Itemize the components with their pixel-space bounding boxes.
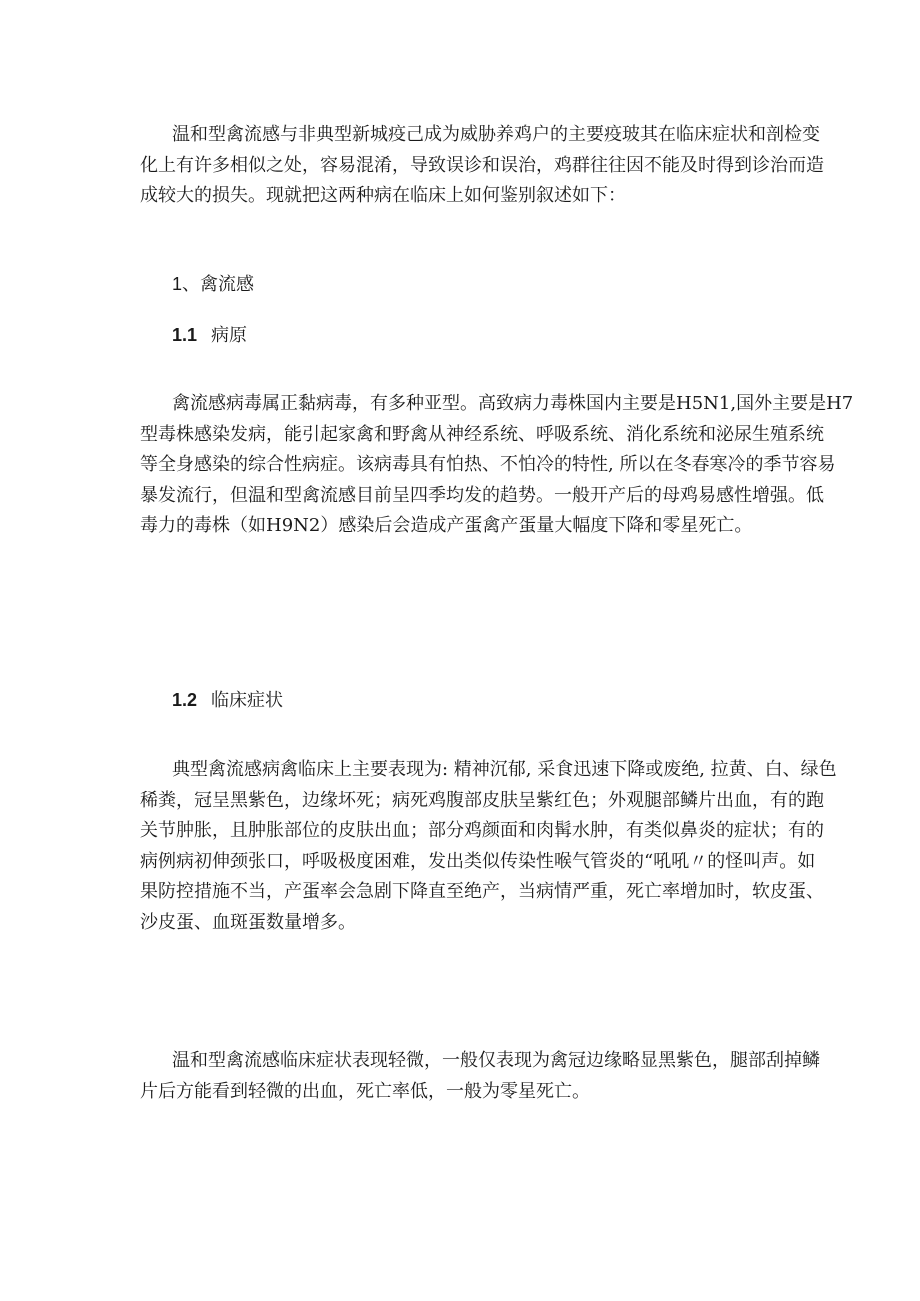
text-line: 暴发流行，但温和型禽流感目前呈四季均发的趋势。一般开产后的母鸡易感性增强。低 (140, 484, 824, 506)
text-line: 病例病初伸颈张口，呼吸极度困难，发出类似传染性喉气管炎的“吼吼〃的怪叫声。如 (140, 850, 816, 872)
section-title: 禽流感 (200, 274, 255, 295)
text-line: 片后方能看到轻微的出血，死亡率低，一般为零星死亡。 (140, 1080, 590, 1102)
text-line: 型毒株感染发病，能引起家禽和野禽从神经系统、呼吸系统、消化系统和泌尿生殖系统 (140, 423, 824, 445)
section-number: 1、 (172, 274, 201, 294)
section-number: 1.1 (172, 325, 198, 345)
intro-paragraph (140, 120, 824, 212)
symptoms-paragraph-2 (140, 1046, 820, 1107)
text-line: 沙皮蛋、血斑蛋数量增多。 (140, 911, 356, 933)
text-line: 稀粪，冠呈黑紫色，边缘坏死；病死鸡腹部皮肤呈紫红色；外观腿部鳞片出血，有的跑 (140, 789, 824, 811)
text-line: 关节肿胀，且肿胀部位的皮肤出血；部分鸡颜面和肉髯水肿，有类似鼻炎的症状；有的 (140, 820, 824, 842)
section-title: 病原 (211, 325, 248, 346)
text-line: 果防控措施不当，产蛋率会急剧下降直至绝产，当病情严重，死亡率增加时，软皮蛋、 (140, 881, 824, 903)
section-1-2-heading (172, 688, 283, 713)
section-1-heading (172, 272, 254, 297)
text-line: 禽流感病毒属正黏病毒，有多种亚型。高致病力毒株国内主要是H5N1,国外主要是H7 (172, 393, 854, 414)
text-line: 成较大的损失。现就把这两种病在临床上如何鉴别叙述如下： (140, 185, 626, 207)
section-1-1-heading (172, 323, 247, 348)
text-line: 典型禽流感病禽临床上主要表现为: 精神沉郁, 采食迅速下降或废绝, 拉黄、白、绿色 (172, 759, 837, 780)
section-number: 1.2 (172, 690, 198, 710)
text-line: 毒力的毒株（如H9N2）感染后会造成产蛋禽产蛋量大幅度下降和零星死亡。 (140, 515, 753, 537)
section-title: 临床症状 (211, 690, 284, 711)
text-line: 等全身感染的综合性病症。该病毒具有怕热、不怕冷的特性, 所以在冬春寒冷的季节容易 (140, 454, 836, 476)
text-line: 化上有许多相似之处，容易混淆，导致误诊和误治，鸡群往往因不能及时得到诊治而造 (140, 154, 824, 176)
text-line: 温和型禽流感临床症状表现轻微，一般仅表现为禽冠边缘略显黑紫色，腿部刮掉鳞 (172, 1050, 820, 1071)
symptoms-paragraph-1 (140, 755, 837, 939)
pathogen-paragraph (140, 389, 854, 542)
text-line: 温和型禽流感与非典型新城疫己成为威胁养鸡户的主要疫玻其在临床症状和剖检变 (172, 124, 820, 145)
